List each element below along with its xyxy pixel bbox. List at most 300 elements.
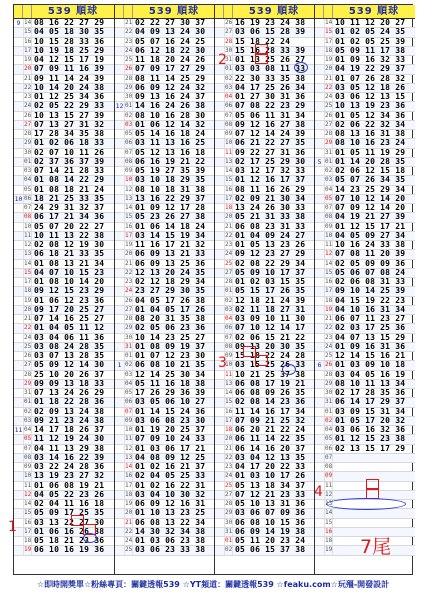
day-cell: 14 (325, 19, 333, 26)
day-cell: 30 (24, 148, 32, 156)
day-cell: 06 (125, 139, 133, 147)
day-cell: 25 (325, 102, 333, 110)
day-cell: 18 (225, 204, 233, 211)
day-cell: 30 (225, 518, 233, 526)
month-cell (215, 482, 224, 490)
month-cell (115, 278, 124, 286)
draw-numbers: 14 17 18 26 37 (34, 425, 105, 434)
day-cell: 19 (325, 56, 333, 63)
draw-numbers: 01 08 18 21 24 (34, 184, 105, 194)
month-cell (115, 297, 124, 305)
month-cell (315, 509, 324, 517)
month-cell (115, 167, 124, 175)
day-cell: 17 (225, 416, 233, 424)
day-cell: 29 (225, 509, 233, 517)
day-cell: 30 (325, 389, 333, 396)
month-cell (215, 509, 224, 517)
draw-numbers: 02 08 12 19 30 (34, 240, 105, 249)
draw-numbers: 17 26 29 36 39 (135, 388, 206, 397)
month-cell (14, 121, 23, 129)
day-cell: 28 (125, 315, 133, 322)
day-cell: 29 (125, 324, 133, 332)
draw-numbers: 05 09 10 17 37 (235, 267, 306, 277)
draw-numbers: 13 24 26 30 33 (235, 203, 306, 212)
month-cell (215, 195, 224, 203)
month-cell (215, 176, 224, 184)
month-cell (14, 380, 23, 388)
month-cell (115, 389, 124, 397)
day-cell: 05 (24, 435, 32, 443)
draw-numbers: 07 09 17 27 29 (135, 64, 206, 74)
draw-numbers: 10 11 12 20 27 (335, 18, 406, 27)
month-cell (215, 398, 224, 406)
draw-numbers: 03 06 23 33 38 (135, 545, 206, 555)
draw-numbers: 06 08 10 21 35 (135, 360, 206, 370)
day-cell: 18 (24, 537, 32, 544)
draw-numbers: 05 18 21 23 36 (34, 536, 105, 545)
month-cell (215, 139, 224, 147)
day-cell: 31 (325, 148, 333, 156)
month-cell (115, 445, 124, 453)
day-cell: 15 (225, 176, 233, 184)
draw-numbers: 06 16 19 21 22 (135, 156, 206, 166)
month-cell (315, 232, 324, 240)
day-cell: 01 (24, 157, 32, 165)
month-cell (115, 380, 124, 388)
day-cell: 02 (225, 546, 233, 554)
month-cell (315, 297, 324, 305)
draw-numbers: 05 11 20 23 24 (235, 536, 306, 545)
day-cell: 26 (24, 111, 32, 119)
highlight-ring (255, 53, 268, 64)
draw-numbers: 06 12 18 22 30 (135, 45, 206, 55)
draw-numbers (335, 463, 413, 471)
day-cell: 25 (125, 546, 133, 554)
draw-numbers: 02 09 13 24 38 (34, 406, 105, 416)
draw-row (115, 546, 215, 555)
day-cell: 06 (125, 398, 133, 406)
draw-numbers: 15 18 22 24 28 (235, 351, 306, 360)
month-cell: 10 (14, 194, 23, 203)
draw-numbers: 01 14 15 24 36 (135, 406, 206, 416)
day-cell: 23 (125, 278, 133, 285)
day-cell: 23 (225, 241, 233, 248)
day-cell: 31 (24, 389, 32, 396)
month-cell (14, 176, 23, 184)
day-cell: 21 (125, 518, 133, 526)
draw-numbers: 03 11 13 16 25 (135, 138, 206, 148)
day-cell: 21 (325, 74, 333, 82)
draw-numbers: 05 06 15 37 38 (235, 545, 306, 555)
draw-numbers: 03 06 08 23 30 (135, 415, 206, 425)
day-cell: 19 (24, 546, 32, 554)
month-cell (315, 472, 324, 480)
draw-numbers: 05 14 16 18 24 (135, 129, 206, 138)
day-cell: 05 (325, 194, 333, 202)
month-cell (115, 84, 124, 92)
day-cell: 26 (125, 65, 133, 73)
draw-numbers: 03 10 18 29 35 (135, 175, 206, 185)
draw-row (315, 519, 415, 528)
draw-numbers: 02 22 27 30 37 (135, 18, 206, 27)
draw-numbers: 03 12 17 32 33 (235, 166, 306, 175)
draw-numbers: 18 21 25 33 35 (34, 193, 105, 203)
day-cell: 16 (125, 472, 133, 480)
month-cell (115, 65, 124, 73)
draw-numbers: 04 07 13 15 29 (335, 332, 406, 342)
month-cell (315, 546, 324, 554)
month-cell (315, 28, 324, 36)
month-cell (115, 324, 124, 332)
month-cell (115, 371, 124, 379)
month-cell (115, 482, 124, 490)
draw-numbers (335, 519, 413, 527)
day-cell: 24 (24, 102, 32, 110)
day-cell: 02 (24, 407, 32, 415)
day-cell: 04 (325, 185, 333, 193)
month-cell (115, 417, 124, 425)
month-cell (315, 334, 324, 342)
day-cell: 02 (225, 296, 233, 304)
month-cell (215, 186, 224, 194)
draw-numbers: 01 06 16 26 38 (34, 526, 105, 536)
month-cell (115, 130, 124, 138)
draw-numbers: 08 11 16 26 29 (235, 184, 306, 194)
footer-credits: ☆即時開獎單☆粉絲專頁：關鍵透報539 ☆YT頻道：關鍵透報539 ☆feaku.com☆玩殭-開發設計 (36, 580, 390, 589)
month-cell (14, 250, 23, 258)
draw-row (14, 546, 114, 555)
day-cell: 17 (24, 527, 32, 535)
day-cell: 29 (24, 379, 32, 387)
draw-numbers: 05 07 16 24 25 (135, 36, 206, 46)
month-cell (14, 158, 23, 166)
month-cell (215, 463, 224, 471)
day-cell: 13 (125, 194, 133, 202)
day-cell: 20 (325, 65, 333, 73)
draw-numbers: 09 12 15 23 29 (34, 286, 105, 296)
draw-numbers: 24 29 31 32 37 (34, 203, 105, 212)
day-cell: 09 (225, 352, 233, 359)
month-cell (215, 121, 224, 129)
day-cell: 10 (325, 231, 333, 239)
day-cell: 24 (325, 93, 333, 100)
month-cell (215, 380, 224, 388)
day-cell: 12 (24, 490, 32, 498)
results-column (314, 5, 415, 574)
draw-numbers: 07 12 14 24 39 (235, 129, 306, 138)
results-column (214, 5, 315, 574)
month-cell (315, 112, 324, 120)
day-cell: 22 (125, 28, 133, 36)
month-cell (14, 28, 23, 36)
draw-numbers: 02 06 15 21 22 (235, 332, 306, 342)
month-cell (14, 306, 23, 314)
draw-numbers: 09 12 16 27 38 (235, 119, 306, 129)
month-cell (315, 241, 324, 249)
day-cell: 19 (125, 241, 133, 248)
day-cell: 28 (225, 37, 233, 45)
draw-numbers: 12 13 20 24 35 (135, 267, 206, 277)
day-cell: 21 (125, 19, 133, 26)
month-cell (315, 445, 324, 453)
draw-numbers: 02 37 36 37 39 (34, 156, 105, 166)
annotation-mark-1: 1 (8, 519, 17, 535)
day-cell: 24 (225, 250, 233, 258)
day-cell: 09 (24, 463, 32, 470)
month-cell (14, 204, 23, 212)
draw-numbers: 02 06 12 15 18 (335, 166, 406, 175)
draw-numbers: 04 09 13 24 30 (135, 27, 206, 37)
day-cell: 25 (325, 352, 333, 359)
day-cell: 09 (325, 472, 333, 480)
day-cell: 24 (125, 537, 133, 544)
draw-numbers: 05 09 11 17 38 (335, 45, 406, 55)
month-cell (215, 158, 224, 166)
draw-numbers: 09 11 14 24 39 (34, 73, 105, 83)
month-cell (115, 213, 124, 221)
day-cell: 25 (225, 259, 233, 267)
day-cell: 07 (325, 453, 333, 461)
day-cell: 18 (325, 46, 333, 54)
draw-numbers: 07 09 10 24 33 (135, 434, 206, 444)
month-cell (115, 19, 124, 27)
draw-numbers: 13 16 22 29 37 (135, 193, 206, 203)
draw-numbers: 06 14 16 20 37 (235, 443, 306, 453)
day-cell: 22 (325, 324, 333, 332)
day-header (23, 5, 32, 18)
draw-numbers: 05 06 07 08 24 (335, 267, 406, 277)
month-cell (14, 500, 23, 508)
draw-numbers: 03 04 05 16 19 (335, 369, 406, 379)
month-cell (115, 223, 124, 231)
day-cell: 14 (24, 500, 32, 507)
draw-numbers: 11 12 19 24 30 (34, 434, 105, 444)
month-cell (115, 241, 124, 249)
draw-numbers: 01 02 05 24 35 (335, 27, 406, 37)
draw-numbers: 11 14 16 17 34 (235, 406, 306, 416)
day-cell: 03 (24, 167, 32, 174)
month-cell (215, 500, 224, 508)
month-cell (215, 130, 224, 138)
day-cell: 12 (125, 444, 133, 452)
month-cell (315, 343, 324, 351)
day-cell: 16 (325, 527, 333, 535)
column-header (315, 5, 415, 19)
draw-numbers: 01 02 03 15 35 (235, 277, 306, 286)
draw-numbers: 01 03 10 17 26 (235, 471, 306, 481)
day-cell: 22 (24, 83, 32, 91)
draw-numbers: 04 05 09 27 34 (335, 230, 406, 240)
day-cell: 31 (125, 342, 133, 350)
month-header (215, 5, 224, 18)
highlight-ring (326, 498, 406, 510)
month-cell (215, 306, 224, 314)
draw-numbers: 03 14 16 22 39 (34, 452, 105, 462)
month-cell (215, 445, 224, 453)
month-cell (14, 130, 23, 138)
draw-numbers: 10 13 15 27 39 (34, 110, 105, 120)
draw-numbers (335, 454, 413, 462)
day-cell: 27 (24, 361, 32, 369)
month-cell (14, 361, 23, 369)
column-title: 539 順球 (248, 6, 300, 17)
day-cell: 08 (325, 463, 333, 470)
draw-numbers: 01 13 25 26 27 (235, 55, 306, 64)
draw-numbers: 04 11 13 29 38 (34, 443, 105, 453)
draw-numbers: 01 05 17 20 32 (335, 415, 406, 425)
month-cell (215, 519, 224, 527)
month-cell (315, 269, 324, 277)
highlight-ring (282, 364, 296, 375)
month-cell (315, 176, 324, 184)
day-cell: 03 (325, 176, 333, 184)
draw-numbers: 09 09 13 18 33 (34, 378, 105, 388)
day-cell: 06 (225, 324, 233, 332)
draw-numbers: 02 08 14 23 36 (235, 397, 306, 407)
day-cell: 17 (24, 278, 32, 285)
month-cell (115, 408, 124, 416)
draw-numbers: 01 05 12 34 36 (335, 110, 406, 120)
draw-numbers: 08 20 31 35 38 (135, 314, 206, 323)
draw-numbers: 01 04 05 11 12 (34, 323, 105, 333)
day-cell: 20 (125, 250, 133, 258)
day-cell: 10 (225, 361, 233, 369)
day-cell: 18 (325, 537, 333, 544)
month-cell (215, 426, 224, 434)
day-cell: 11 (225, 370, 233, 378)
day-header (124, 5, 133, 18)
month-cell (215, 93, 224, 101)
draw-numbers: 07 09 21 25 32 (235, 415, 306, 425)
month-cell (115, 426, 124, 434)
column-title: 539 順球 (348, 6, 400, 17)
day-cell: 07 (325, 204, 333, 211)
draw-numbers: 13 19 23 27 32 (34, 471, 105, 481)
month-cell (215, 343, 224, 351)
day-cell: 12 (24, 241, 32, 248)
day-cell: 15 (24, 509, 32, 517)
month-cell (115, 472, 124, 480)
day-cell: 02 (325, 167, 333, 174)
draw-numbers: 10 16 24 33 38 (335, 240, 406, 249)
draw-numbers: 01 27 30 31 36 (235, 92, 306, 101)
draw-numbers: 03 22 24 28 36 (34, 462, 105, 471)
month-cell (215, 278, 224, 286)
draw-numbers: 02 03 17 25 36 (335, 323, 406, 333)
day-cell: 20 (225, 213, 233, 221)
draw-numbers: 17 28 34 35 38 (34, 129, 105, 138)
day-cell: 07 (225, 111, 233, 119)
month-cell (14, 398, 23, 406)
draw-numbers: 02 05 06 23 36 (135, 323, 206, 333)
draw-numbers: 01 02 05 25 39 (335, 36, 406, 46)
month-cell (215, 417, 224, 425)
day-cell: 01 (225, 287, 233, 295)
day-cell: 06 (325, 444, 333, 452)
day-cell: 17 (325, 287, 333, 295)
month-cell (14, 445, 23, 453)
day-cell: 09 (325, 222, 333, 230)
day-cell: 30 (225, 46, 233, 54)
month-cell (315, 278, 324, 286)
draw-numbers: 02 12 18 29 34 (135, 277, 206, 286)
draw-numbers: 01 03 09 10 18 (335, 360, 406, 370)
month-cell (14, 278, 23, 286)
month-cell (215, 19, 224, 27)
results-column (14, 5, 114, 574)
draw-numbers: 05 15 17 26 35 (235, 286, 306, 296)
day-cell: 26 (225, 19, 233, 26)
draw-numbers: 11 18 20 24 26 (135, 55, 206, 64)
month-cell (14, 260, 23, 268)
month-cell (315, 315, 324, 323)
day-cell: 10 (125, 176, 133, 184)
draw-numbers: 16 19 23 24 38 (235, 18, 306, 27)
draw-numbers: 06 20 21 22 24 (235, 425, 306, 434)
day-cell: 03 (225, 305, 233, 313)
draw-numbers: 07 10 12 14 17 (235, 323, 306, 333)
draw-numbers: 02 06 08 31 33 (335, 277, 406, 286)
day-cell: 05 (325, 435, 333, 443)
month-cell (14, 454, 23, 462)
month-cell (315, 204, 324, 212)
day-header (324, 5, 333, 18)
day-cell: 16 (325, 278, 333, 285)
day-cell: 24 (125, 287, 133, 295)
day-cell: 11 (325, 241, 333, 248)
day-cell: 14 (24, 259, 32, 267)
month-cell (315, 213, 324, 221)
draw-numbers: 09 13 20 30 35 (235, 341, 306, 351)
month-cell (315, 417, 324, 425)
day-cell: 10 (24, 472, 32, 480)
month-cell (115, 250, 124, 258)
day-cell: 07 (24, 204, 32, 211)
draw-numbers: 06 10 16 19 36 (34, 545, 105, 555)
draw-numbers: 08 10 16 28 30 (135, 110, 206, 120)
draw-numbers: 11 16 17 21 32 (135, 240, 206, 249)
day-cell: 17 (24, 46, 32, 54)
day-cell: 29 (24, 139, 32, 147)
draw-numbers: 04 15 19 22 23 (335, 295, 406, 305)
day-cell: 21 (225, 444, 233, 452)
month-cell (115, 509, 124, 517)
annotation-mark-2: 2 (218, 52, 227, 68)
month-cell (315, 463, 324, 471)
day-cell: 22 (225, 453, 233, 461)
day-cell: 03 (225, 83, 233, 91)
draw-numbers: 02 06 22 32 34 (335, 119, 406, 129)
day-cell: 15 (125, 213, 133, 221)
day-cell: 27 (125, 305, 133, 313)
day-cell: 03 (125, 120, 133, 128)
month-cell (315, 65, 324, 73)
draw-row (315, 463, 415, 472)
month-cell (115, 176, 124, 184)
month-cell (115, 56, 124, 64)
draw-numbers: 14 30 32 34 38 (135, 526, 206, 536)
draw-numbers: 02 17 25 29 30 (235, 156, 306, 166)
day-cell: 21 (24, 315, 32, 322)
day-cell: 29 (325, 139, 333, 147)
month-cell (115, 528, 124, 536)
draw-numbers: 10 14 20 24 38 (34, 82, 105, 92)
month-cell (315, 19, 324, 27)
month-cell (115, 204, 124, 212)
day-cell: 17 (325, 37, 333, 45)
month-cell (315, 130, 324, 138)
month-cell (115, 195, 124, 203)
